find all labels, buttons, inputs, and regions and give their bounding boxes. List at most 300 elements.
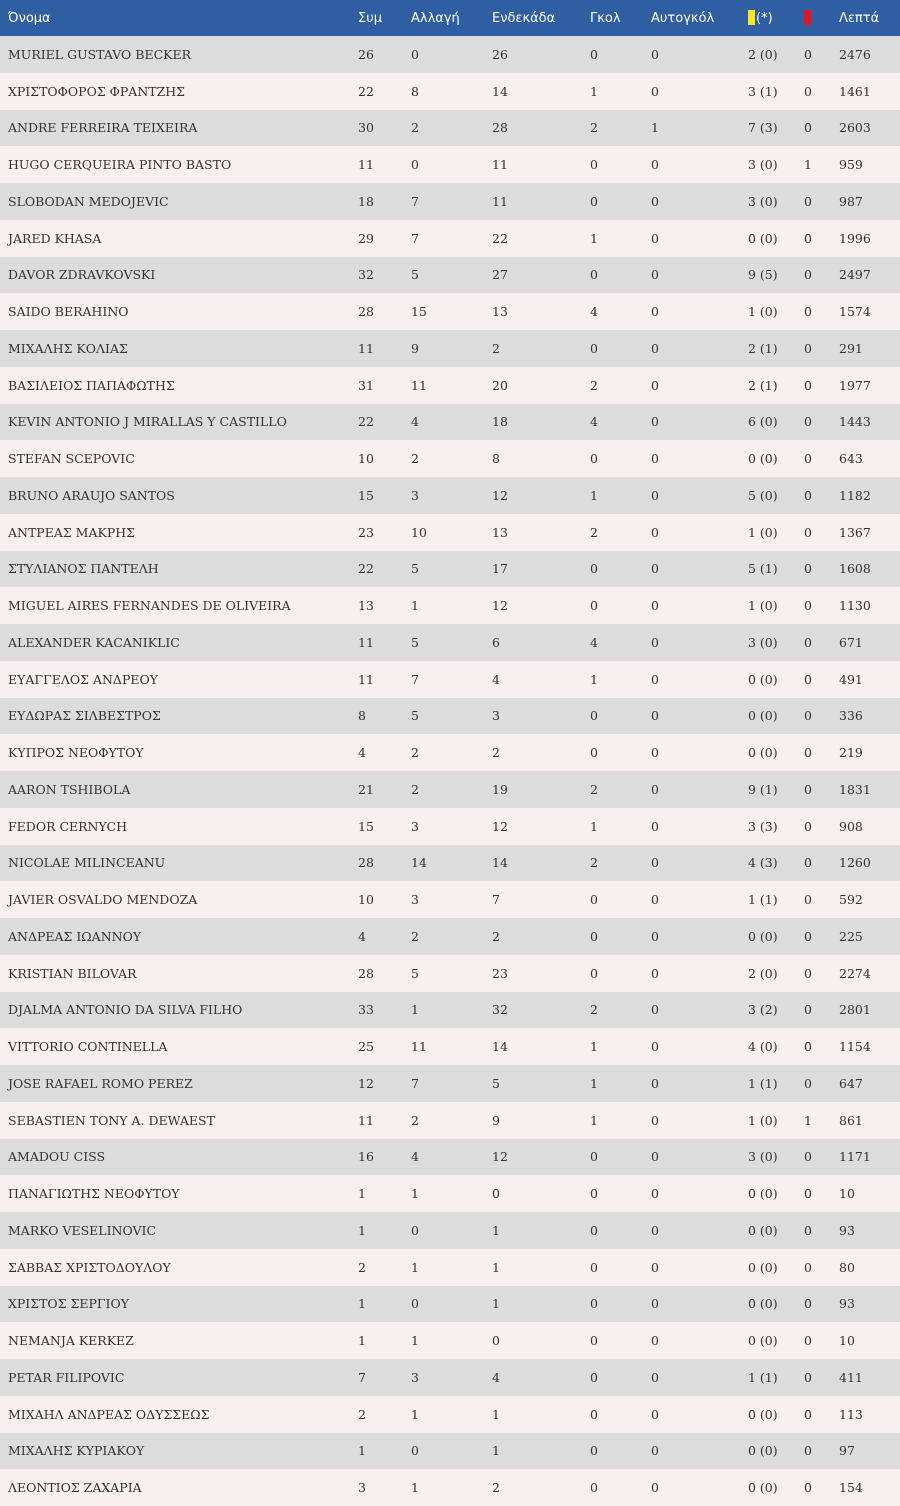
table-row: [0, 808, 900, 845]
table-row: [0, 146, 900, 183]
header-row: [0, 0, 900, 36]
substitutions-cell: 4: [411, 1149, 419, 1165]
yellow-cards-cell: 5 (0): [748, 487, 778, 503]
goals-cell: 0: [590, 1259, 598, 1275]
red-cards-cell: 0: [804, 1149, 812, 1165]
appearances-cell: 7: [358, 1369, 366, 1385]
goals-cell: 0: [590, 745, 598, 761]
minutes-cell: 1443: [839, 414, 871, 430]
starts-cell: 11: [492, 157, 508, 173]
goals-cell: 0: [590, 1333, 598, 1349]
red-cards-cell: 0: [804, 304, 812, 320]
yellow-cards-cell: 3 (3): [748, 818, 778, 834]
appearances-cell: 1: [358, 1333, 366, 1349]
player-name: ΒΑΣΙΛΕΙΟΣ ΠΑΠΑΦΩΤΗΣ: [8, 377, 175, 393]
minutes-cell: 225: [839, 928, 863, 944]
substitutions-cell: 1: [411, 1333, 419, 1349]
header-appearances[interactable]: Συμ: [358, 10, 383, 26]
starts-cell: 22: [492, 230, 508, 246]
red-cards-cell: 1: [804, 1112, 812, 1128]
player-name: ΣΑΒΒΑΣ ΧΡΙΣΤΟΔΟΥΛΟΥ: [8, 1259, 171, 1275]
minutes-cell: 219: [839, 745, 863, 761]
player-name: MIGUEL AIRES FERNANDES DE OLIVEIRA: [8, 598, 291, 614]
red-cards-cell: 0: [804, 1222, 812, 1238]
own-goals-cell: 0: [651, 708, 659, 724]
player-name: ΜΙΧΑΛΗΣ ΚΥΡΙΑΚΟΥ: [8, 1443, 145, 1459]
appearances-cell: 28: [358, 304, 374, 320]
goals-cell: 0: [590, 1186, 598, 1202]
minutes-cell: 154: [839, 1480, 863, 1496]
yellow-cards-cell: 0 (0): [748, 1406, 778, 1422]
yellow-cards-cell: 1 (1): [748, 1369, 778, 1385]
own-goals-cell: 0: [651, 561, 659, 577]
substitutions-cell: 10: [411, 524, 427, 540]
yellow-cards-cell: 1 (0): [748, 524, 778, 540]
substitutions-cell: 2: [411, 1112, 419, 1128]
yellow-cards-cell: 3 (0): [748, 1149, 778, 1165]
starts-cell: 5: [492, 1075, 500, 1091]
player-name: NICOLAE MILINCEANU: [8, 855, 166, 871]
starts-cell: 14: [492, 83, 508, 99]
yellow-cards-cell: 0 (0): [748, 1222, 778, 1238]
player-name: ΧΡΙΣΤΟΦΟΡΟΣ ΦΡΑΝΤΖΗΣ: [8, 83, 186, 99]
red-card-icon: [804, 10, 811, 25]
table-row: [0, 1322, 900, 1359]
appearances-cell: 11: [358, 340, 374, 356]
player-name: ANDRE FERREIRA TEIXEIRA: [8, 120, 198, 136]
player-name: FEDOR CERNYCH: [8, 818, 127, 834]
substitutions-cell: 0: [411, 157, 419, 173]
table-row: [0, 1028, 900, 1065]
red-cards-cell: 0: [804, 1259, 812, 1275]
yellow-cards-cell: 0 (0): [748, 928, 778, 944]
appearances-cell: 1: [358, 1222, 366, 1238]
starts-cell: 12: [492, 818, 508, 834]
goals-cell: 1: [590, 1112, 598, 1128]
table-row: [0, 514, 900, 551]
own-goals-cell: 0: [651, 745, 659, 761]
starts-cell: 2: [492, 340, 500, 356]
header-starts[interactable]: Ενδεκάδα: [492, 10, 556, 26]
player-name: ΜΙΧΑΗΛ ΑΝΔΡΕΑΣ ΟΔΥΣΣΕΩΣ: [8, 1406, 210, 1422]
substitutions-cell: 5: [411, 634, 419, 650]
goals-cell: 0: [590, 340, 598, 356]
table-row: [0, 73, 900, 110]
starts-cell: 19: [492, 781, 508, 797]
table-row: [0, 918, 900, 955]
yellow-card-icon: [748, 10, 755, 25]
starts-cell: 20: [492, 377, 508, 393]
own-goals-cell: 0: [651, 304, 659, 320]
table-row: [0, 587, 900, 624]
red-cards-cell: 0: [804, 855, 812, 871]
minutes-cell: 291: [839, 340, 863, 356]
starts-cell: 27: [492, 267, 508, 283]
starts-cell: 4: [492, 1369, 500, 1385]
yellow-cards-cell: 3 (0): [748, 193, 778, 209]
table-body: [0, 36, 900, 1506]
own-goals-cell: 0: [651, 1039, 659, 1055]
player-name: ΑΝΤΡΕΑΣ ΜΑΚΡΗΣ: [8, 524, 135, 540]
goals-cell: 1: [590, 1075, 598, 1091]
minutes-cell: 2603: [839, 120, 871, 136]
own-goals-cell: 0: [651, 892, 659, 908]
appearances-cell: 4: [358, 928, 366, 944]
player-name: ALEXANDER KACANIKLIC: [8, 634, 180, 650]
table-row: [0, 477, 900, 514]
starts-cell: 7: [492, 892, 500, 908]
table-row: [0, 1065, 900, 1102]
table-row: [0, 624, 900, 661]
player-name: ΕΥΔΩΡΑΣ ΣΙΛΒΕΣΤΡΟΣ: [8, 708, 161, 724]
substitutions-cell: 2: [411, 451, 419, 467]
yellow-cards-cell: 0 (0): [748, 451, 778, 467]
red-cards-cell: 0: [804, 928, 812, 944]
minutes-cell: 671: [839, 634, 863, 650]
goals-cell: 0: [590, 928, 598, 944]
substitutions-cell: 5: [411, 561, 419, 577]
appearances-cell: 30: [358, 120, 374, 136]
substitutions-cell: 11: [411, 377, 427, 393]
yellow-cards-cell: 1 (0): [748, 304, 778, 320]
yellow-cards-cell: 2 (1): [748, 340, 778, 356]
header-substitutions[interactable]: Αλλαγή: [411, 10, 460, 26]
player-name: KRISTIAN BILOVAR: [8, 965, 137, 981]
own-goals-cell: 0: [651, 487, 659, 503]
starts-cell: 32: [492, 1002, 508, 1018]
own-goals-cell: 0: [651, 1369, 659, 1385]
yellow-cards-cell: 0 (0): [748, 1186, 778, 1202]
goals-cell: 4: [590, 634, 598, 650]
goals-cell: 0: [590, 451, 598, 467]
minutes-cell: 1260: [839, 855, 871, 871]
appearances-cell: 22: [358, 83, 374, 99]
player-name: ΣΤΥΛΙΑΝΟΣ ΠΑΝΤΕΛΗ: [8, 561, 159, 577]
own-goals-cell: 0: [651, 671, 659, 687]
goals-cell: 2: [590, 120, 598, 136]
table-row: [0, 1396, 900, 1433]
minutes-cell: 491: [839, 671, 863, 687]
player-name: ΕΥΑΓΓΕΛΟΣ ΑΝΔΡΕΟΥ: [8, 671, 158, 687]
red-cards-cell: 0: [804, 1075, 812, 1091]
red-cards-cell: 0: [804, 1039, 812, 1055]
goals-cell: 1: [590, 818, 598, 834]
own-goals-cell: 0: [651, 1296, 659, 1312]
substitutions-cell: 15: [411, 304, 427, 320]
table-row: [0, 881, 900, 918]
minutes-cell: 1461: [839, 83, 871, 99]
red-cards-cell: 0: [804, 487, 812, 503]
substitutions-cell: 1: [411, 1259, 419, 1275]
player-name: ΜΙΧΑΛΗΣ ΚΟΛΙΑΣ: [8, 340, 128, 356]
appearances-cell: 28: [358, 965, 374, 981]
goals-cell: 1: [590, 671, 598, 687]
appearances-cell: 28: [358, 855, 374, 871]
goals-cell: 0: [590, 157, 598, 173]
appearances-cell: 25: [358, 1039, 374, 1055]
minutes-cell: 1154: [839, 1039, 871, 1055]
own-goals-cell: 0: [651, 1443, 659, 1459]
own-goals-cell: 0: [651, 157, 659, 173]
appearances-cell: 23: [358, 524, 374, 540]
red-cards-cell: 0: [804, 561, 812, 577]
player-name: JAVIER OSVALDO MENDOZA: [8, 892, 198, 908]
appearances-cell: 11: [358, 1112, 374, 1128]
table-row: [0, 845, 900, 882]
yellow-cards-cell: 0 (0): [748, 1480, 778, 1496]
substitutions-cell: 0: [411, 1222, 419, 1238]
yellow-cards-cell: 1 (0): [748, 1112, 778, 1128]
header-own-goals[interactable]: Αυτογκόλ: [651, 10, 715, 26]
appearances-cell: 12: [358, 1075, 374, 1091]
player-name: JARED KHASA: [8, 230, 102, 246]
table-row: [0, 257, 900, 294]
player-name: DJALMA ANTONIO DA SILVA FILHO: [8, 1002, 243, 1018]
table-row: [0, 551, 900, 588]
own-goals-cell: 0: [651, 1333, 659, 1349]
appearances-cell: 1: [358, 1443, 366, 1459]
player-name: VITTORIO CONTINELLA: [8, 1039, 168, 1055]
red-cards-cell: 0: [804, 1333, 812, 1349]
substitutions-cell: 3: [411, 892, 419, 908]
goals-cell: 0: [590, 1443, 598, 1459]
goals-cell: 1: [590, 230, 598, 246]
player-name: MURIEL GUSTAVO BECKER: [8, 46, 192, 62]
table-row: [0, 36, 900, 73]
table-row: [0, 293, 900, 330]
starts-cell: 0: [492, 1333, 500, 1349]
substitutions-cell: 1: [411, 598, 419, 614]
yellow-cards-cell: 0 (0): [748, 708, 778, 724]
own-goals-cell: 0: [651, 1480, 659, 1496]
substitutions-cell: 3: [411, 487, 419, 503]
red-cards-cell: 0: [804, 892, 812, 908]
appearances-cell: 15: [358, 487, 374, 503]
appearances-cell: 32: [358, 267, 374, 283]
starts-cell: 1: [492, 1443, 500, 1459]
appearances-cell: 3: [358, 1480, 366, 1496]
header-name[interactable]: Όνομα: [8, 10, 51, 26]
header-minutes[interactable]: Λεπτά: [839, 10, 880, 26]
appearances-cell: 1: [358, 1296, 366, 1312]
goals-cell: 0: [590, 598, 598, 614]
yellow-card-suffix: (*): [756, 11, 773, 26]
player-name: AMADOU CISS: [8, 1149, 106, 1165]
substitutions-cell: 0: [411, 46, 419, 62]
yellow-cards-cell: 1 (1): [748, 1075, 778, 1091]
substitutions-cell: 9: [411, 340, 419, 356]
starts-cell: 1: [492, 1259, 500, 1275]
own-goals-cell: 0: [651, 928, 659, 944]
yellow-cards-cell: 5 (1): [748, 561, 778, 577]
starts-cell: 12: [492, 598, 508, 614]
own-goals-cell: 0: [651, 818, 659, 834]
player-name: ΧΡΙΣΤΟΣ ΣΕΡΓΙΟΥ: [8, 1296, 129, 1312]
table-row: [0, 404, 900, 441]
red-cards-cell: 0: [804, 1186, 812, 1202]
own-goals-cell: 0: [651, 46, 659, 62]
substitutions-cell: 8: [411, 83, 419, 99]
substitutions-cell: 2: [411, 745, 419, 761]
appearances-cell: 11: [358, 157, 374, 173]
player-name: MARKO VESELINOVIC: [8, 1222, 157, 1238]
red-cards-cell: 0: [804, 634, 812, 650]
yellow-cards-cell: 1 (0): [748, 598, 778, 614]
substitutions-cell: 3: [411, 1369, 419, 1385]
yellow-cards-cell: 3 (0): [748, 634, 778, 650]
table-row: [0, 1249, 900, 1286]
red-cards-cell: 0: [804, 524, 812, 540]
table-row: [0, 661, 900, 698]
starts-cell: 2: [492, 745, 500, 761]
own-goals-cell: 0: [651, 230, 659, 246]
starts-cell: 2: [492, 1480, 500, 1496]
yellow-cards-cell: 1 (1): [748, 892, 778, 908]
goals-cell: 0: [590, 965, 598, 981]
red-cards-cell: 0: [804, 1002, 812, 1018]
minutes-cell: 1831: [839, 781, 871, 797]
red-cards-cell: 0: [804, 451, 812, 467]
table-row: [0, 1139, 900, 1176]
goals-cell: 1: [590, 487, 598, 503]
appearances-cell: 1: [358, 1186, 366, 1202]
starts-cell: 14: [492, 1039, 508, 1055]
starts-cell: 28: [492, 120, 508, 136]
substitutions-cell: 3: [411, 818, 419, 834]
appearances-cell: 11: [358, 634, 374, 650]
yellow-cards-cell: 2 (0): [748, 965, 778, 981]
red-cards-cell: 0: [804, 1406, 812, 1422]
player-name: BRUNO ARAUJO SANTOS: [8, 487, 175, 503]
table-row: [0, 698, 900, 735]
substitutions-cell: 11: [411, 1039, 427, 1055]
own-goals-cell: 0: [651, 781, 659, 797]
own-goals-cell: 0: [651, 1406, 659, 1422]
minutes-cell: 908: [839, 818, 863, 834]
starts-cell: 8: [492, 451, 500, 467]
minutes-cell: 93: [839, 1296, 855, 1312]
starts-cell: 23: [492, 965, 508, 981]
starts-cell: 12: [492, 1149, 508, 1165]
minutes-cell: 1574: [839, 304, 871, 320]
yellow-cards-cell: 0 (0): [748, 745, 778, 761]
starts-cell: 3: [492, 708, 500, 724]
yellow-cards-cell: 3 (0): [748, 157, 778, 173]
appearances-cell: 15: [358, 818, 374, 834]
table-row: [0, 1433, 900, 1470]
minutes-cell: 1996: [839, 230, 871, 246]
yellow-cards-cell: 3 (2): [748, 1002, 778, 1018]
table-row: [0, 734, 900, 771]
substitutions-cell: 5: [411, 267, 419, 283]
starts-cell: 1: [492, 1296, 500, 1312]
table-row: [0, 1102, 900, 1139]
starts-cell: 2: [492, 928, 500, 944]
red-cards-cell: 0: [804, 818, 812, 834]
player-name: ΠΑΝΑΓΙΩΤΗΣ ΝΕΟΦΥΤΟΥ: [8, 1186, 180, 1202]
minutes-cell: 336: [839, 708, 863, 724]
header-yellow-cards[interactable]: [748, 0, 804, 36]
own-goals-cell: 0: [651, 193, 659, 209]
table-row: [0, 1469, 900, 1506]
appearances-cell: 2: [358, 1406, 366, 1422]
player-name: HUGO CERQUEIRA PINTO BASTO: [8, 157, 232, 173]
player-name: SEBASTIEN TONY A. DEWAEST: [8, 1112, 215, 1128]
own-goals-cell: 0: [651, 377, 659, 393]
own-goals-cell: 0: [651, 1186, 659, 1202]
substitutions-cell: 2: [411, 928, 419, 944]
table-header: [0, 0, 900, 36]
table-row: [0, 1286, 900, 1323]
appearances-cell: 11: [358, 671, 374, 687]
goals-cell: 0: [590, 267, 598, 283]
table-row: [0, 1175, 900, 1212]
own-goals-cell: 0: [651, 1112, 659, 1128]
player-name: ΚΥΠΡΟΣ ΝΕΟΦΥΤΟΥ: [8, 745, 144, 761]
substitutions-cell: 1: [411, 1406, 419, 1422]
appearances-cell: 16: [358, 1149, 374, 1165]
own-goals-cell: 0: [651, 524, 659, 540]
red-cards-cell: 0: [804, 340, 812, 356]
substitutions-cell: 2: [411, 120, 419, 136]
goals-cell: 4: [590, 414, 598, 430]
goals-cell: 0: [590, 1296, 598, 1312]
yellow-cards-cell: 9 (5): [748, 267, 778, 283]
player-name: SLOBODAN MEDOJEVIC: [8, 193, 169, 209]
goals-cell: 0: [590, 561, 598, 577]
goals-cell: 2: [590, 781, 598, 797]
starts-cell: 1: [492, 1222, 500, 1238]
starts-cell: 13: [492, 304, 508, 320]
goals-cell: 1: [590, 1039, 598, 1055]
substitutions-cell: 0: [411, 1443, 419, 1459]
appearances-cell: 4: [358, 745, 366, 761]
red-cards-cell: 0: [804, 1296, 812, 1312]
yellow-cards-cell: 0 (0): [748, 1296, 778, 1312]
header-goals[interactable]: Γκολ: [590, 10, 621, 26]
own-goals-cell: 0: [651, 1075, 659, 1091]
minutes-cell: 2497: [839, 267, 871, 283]
starts-cell: 13: [492, 524, 508, 540]
red-cards-cell: 0: [804, 745, 812, 761]
appearances-cell: 2: [358, 1259, 366, 1275]
starts-cell: 12: [492, 487, 508, 503]
yellow-cards-cell: 4 (3): [748, 855, 778, 871]
red-cards-cell: 0: [804, 1443, 812, 1459]
minutes-cell: 2476: [839, 46, 871, 62]
red-cards-cell: 0: [804, 120, 812, 136]
goals-cell: 0: [590, 1149, 598, 1165]
own-goals-cell: 0: [651, 83, 659, 99]
table-row: [0, 183, 900, 220]
minutes-cell: 2274: [839, 965, 871, 981]
starts-cell: 26: [492, 46, 508, 62]
yellow-cards-cell: 7 (3): [748, 120, 778, 136]
player-name: NEMANJA KERKEZ: [8, 1333, 134, 1349]
table-row: [0, 771, 900, 808]
starts-cell: 4: [492, 671, 500, 687]
minutes-cell: 1182: [839, 487, 871, 503]
starts-cell: 18: [492, 414, 508, 430]
goals-cell: 0: [590, 1480, 598, 1496]
starts-cell: 9: [492, 1112, 500, 1128]
starts-cell: 17: [492, 561, 508, 577]
header-red-cards[interactable]: [804, 0, 839, 36]
red-cards-cell: 0: [804, 598, 812, 614]
own-goals-cell: 0: [651, 340, 659, 356]
red-cards-cell: 0: [804, 671, 812, 687]
player-name: AARON TSHIBOLA: [8, 781, 131, 797]
